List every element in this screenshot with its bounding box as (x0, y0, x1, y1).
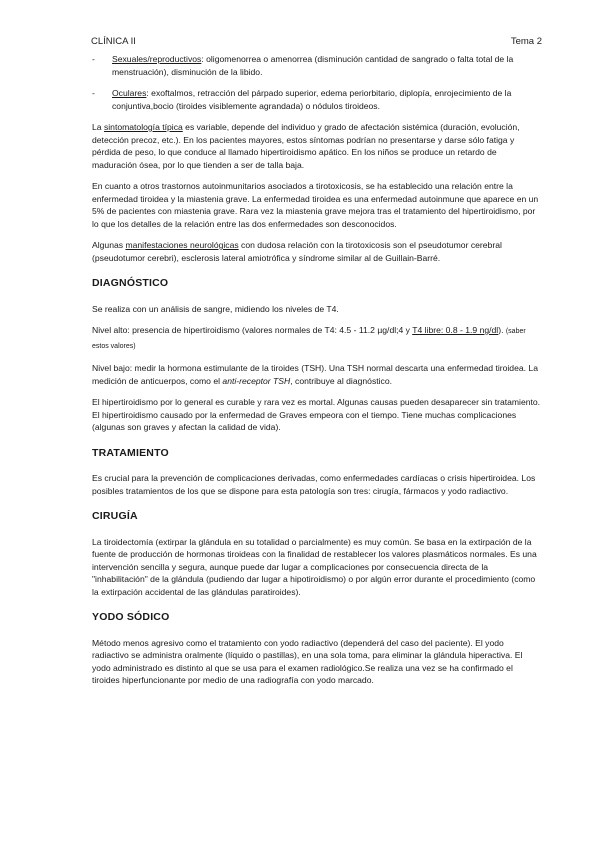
text-run: , contribuye al diagnóstico. (290, 375, 393, 386)
document-body (92, 53, 542, 696)
heading-tratamiento: TRATAMIENTO (92, 446, 169, 459)
paragraph-cirugia: La tiroidectomía (extirpar la glándula en su totalidad o parcialmente) es muy común. Se basa en la extirpación de la fuente de producción de hormonas tiroideas con la finalidad de restablecer los valores plasmáticos normales. Es una intervención sencilla y segura, aunque puede dar lugar a complicaciones por consecuencia directa de la "inhabilitación" de la glándula (pudiendo dar lugar a hipotiroidismo) o por algún error durante el procedimiento (como la extirpación accidental de las glándulas paratiroides). (92, 536, 537, 597)
bullet-oculares (92, 87, 542, 112)
paragraph-yodo-sodico: Método menos agresivo como el tratamiento con yodo radiactivo (dependerá del caso del paciente). El yodo radiactivo se administra oralmente (líquido o pastillas), en una sola toma, para eliminar la glándula hiperactiva. El yodo administrado es distinto al que se usa para el examen radiológico.Se realiza una vez se ha confirmado el tiroides hiperfuncionante por medio de una radiografía con yodo marcado. (92, 637, 523, 685)
underlined-term: manifestaciones neurológicas (125, 240, 239, 250)
bullet-dash: - (92, 88, 95, 98)
bullet-text: : oligomenorrea o amenorrea (disminución cantidad de sangrado o falta total de la menstruación), disminución de la libido. (112, 54, 514, 77)
paragraph-neurologicas (92, 239, 542, 264)
paragraph-nivel-alto (92, 324, 542, 353)
paragraph-sintomatologia (92, 121, 542, 171)
bullet-sexuales (92, 53, 542, 78)
text-run: es variable, depende del individuo y grado de afectación sistémica (duración, evolución, detección precoz, etc.). En los pacientes mayores, estos síntomas podrían no presentarse y darse sólo fatiga y pérdida de peso, lo que conduce al llamado hipertiroidismo apático. En los niños se produce un retardo de maduración ósea, por lo que tienden a ser de talla baja. (92, 122, 520, 170)
paragraph-tratamiento: Es crucial para la prevención de complicaciones derivadas, como enfermedades cardíacas o crisis hipertiroidea. Los posibles tratamientos de los que se dispone para esta patología son tres: cirugía, fármacos y yodo radiactivo. (92, 473, 536, 496)
bullet-text: : exoftalmos, retracción del párpado superior, edema periorbitario, diplopía, enrojecimiento de la conjuntiva,bocio (tiroides visiblemente agrandada) o nódulos tiroideos. (112, 88, 512, 111)
text-run: con dudosa relación con la tirotoxicosis son el pseudotumor cerebral (pseudotumor cerebri), esclerosis lateral amiotrófica y síndrome similar al de Guillain-Barré. (92, 240, 502, 263)
italic-term: anti-receptor TSH (222, 375, 291, 386)
header-topic: Tema 2 (510, 36, 542, 47)
heading-diagnostico: DIAGNÓSTICO (92, 277, 169, 289)
paragraph-pronostico: El hipertiroidismo por lo general es curable y rara vez es mortal. Algunas causas pueden desaparecer sin tratamiento. El hipertiroidismo causado por la enfermedad de Graves empeora con el tiempo. Tiene muchas complicaciones (algunas son graves y afectan la calidad de vida). (92, 397, 541, 432)
paragraph-nivel-bajo (92, 362, 542, 387)
heading-yodo-sodico: YODO SÓDICO (92, 611, 170, 623)
bullet-term: Oculares (112, 88, 147, 98)
underlined-term: sintomatología típica (103, 122, 183, 132)
text-run: Algunas (92, 240, 126, 250)
bullet-term: Sexuales/reproductivos (112, 54, 202, 64)
paragraph-diagnostico-analisis: Se realiza con un análisis de sangre, midiendo los niveles de T4. (92, 303, 339, 314)
text-run: Nivel alto: presencia de hipertiroidismo (valores normales de T4: 4.5 - 11.2 µg/dl;4 y (92, 325, 413, 335)
underlined-term: T4 libre: 0.8 - 1.9 ng/dl (412, 325, 499, 335)
heading-cirugia: CIRUGÍA (92, 510, 138, 522)
study-note: (saber estos valores) (92, 328, 526, 350)
paragraph-autoinmunitarios: En cuanto a otros trastornos autoinmunitarios asociados a tirotoxicosis, se ha establecido una relación entre la enfermedad tiroidea y la miastenia grave. La enfermedad tiroidea es una enfermedad autoinmune que aparece en un 5% de pacientes con miastenia grave. Rara vez la miastenia grave mejora tras el tratamiento del hipertiroidismo, por lo que los detalles de la relación entre las dos enfermedades son desconocidos. (92, 181, 539, 229)
header-course: CLÍNICA II (91, 36, 136, 47)
text-run: La (92, 122, 104, 132)
text-run: Nivel bajo: medir la hormona estimulante de la tiroides (TSH). Una TSH normal descarta una enfermedad tiroidea. La medición de anticuerpos, como el (92, 363, 538, 386)
bullet-dash: - (92, 54, 95, 64)
text-run: ). (498, 325, 506, 335)
